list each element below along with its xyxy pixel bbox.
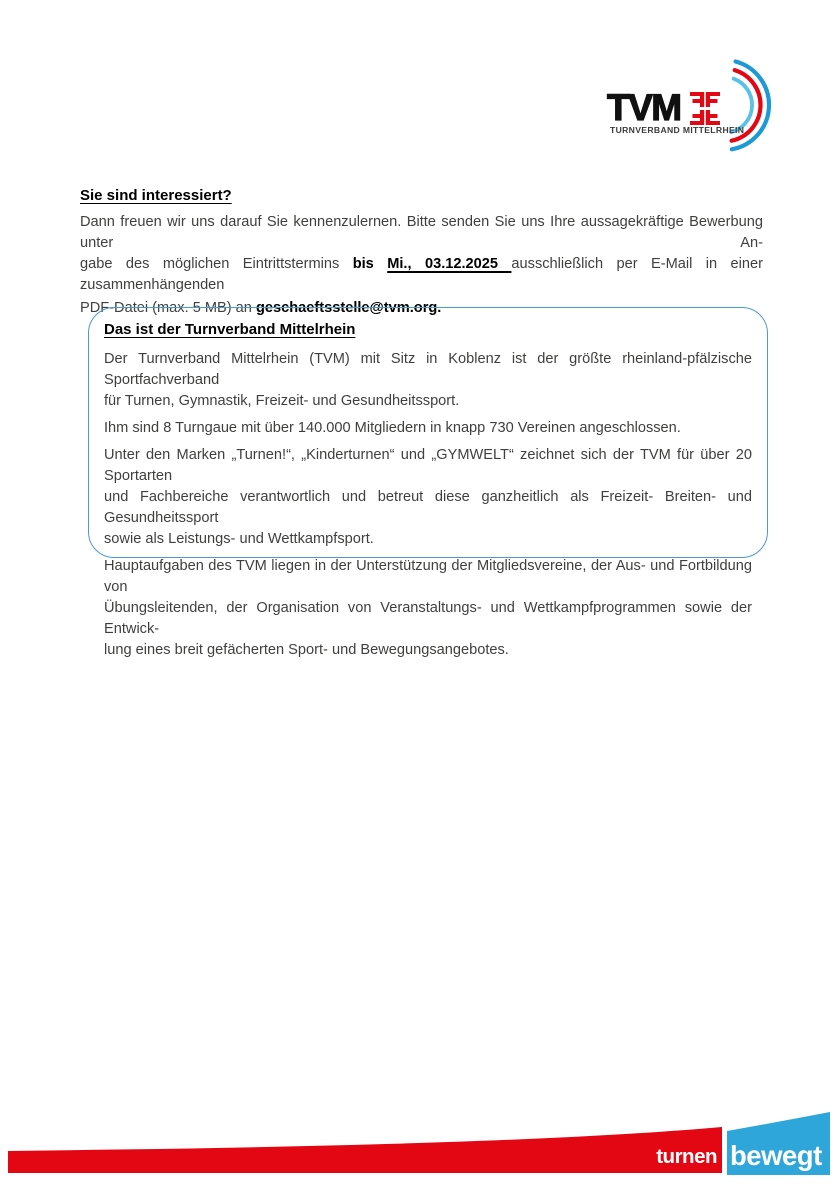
text-line: sowie als Leistungs- und Wettkampfsport. bbox=[104, 531, 374, 547]
text-line: Hauptaufgaben des TVM liegen in der Unterstützung der Mitgliedsvereine, der Aus- und Fortbildung von bbox=[104, 558, 752, 595]
text-segment: gabe des möglichen Eintrittstermins bbox=[80, 256, 353, 272]
text-segment: Dann freuen wir uns darauf Sie kennenzulernen. Bitte senden Sie uns Ihre aussagekräftige Bewerbung unter An- bbox=[80, 214, 763, 251]
intro-section bbox=[80, 187, 763, 319]
text-line bbox=[80, 254, 763, 296]
info-box bbox=[88, 307, 768, 658]
paragraph bbox=[104, 556, 752, 661]
emphasized-text: Mi., 03.12.2025 bbox=[387, 256, 512, 272]
intro-paragraph bbox=[80, 212, 763, 319]
footer-red-swoosh bbox=[8, 1127, 722, 1173]
info-box-body bbox=[104, 349, 752, 661]
text-segment: PDF-Datei (max. 5 MB) an bbox=[80, 300, 256, 316]
text-line: und Fachbereiche verantwortlich und betreut diese ganzheitlich als Freizeit- Breiten- und Gesundheitssport bbox=[104, 489, 752, 526]
text-line bbox=[80, 212, 763, 254]
logo-subtitle: TURNVERBAND MITTELRHEIN bbox=[610, 125, 745, 135]
text-line: Unter den Marken „Turnen!“, „Kinderturnen“ und „GYMWELT“ zeichnet sich der TVM für über 20 Sportarten bbox=[104, 447, 752, 484]
paragraph bbox=[104, 445, 752, 550]
text-line: lung eines breit gefächerten Sport- und Bewegungsangebotes. bbox=[104, 642, 509, 658]
intro-heading: Sie sind interessiert? bbox=[80, 187, 232, 204]
info-box-heading: Das ist der Turnverband Mittelrhein bbox=[104, 321, 356, 338]
footer-banner bbox=[0, 1100, 840, 1188]
text-segment: ausschließlich per E-Mail in einer zusammenhängenden bbox=[80, 256, 764, 293]
logo-arcs-icon bbox=[722, 58, 778, 152]
text-line: Übungsleitenden, der Organisation von Veranstaltungs- und Wettkampfprogrammen sowie der Entwick- bbox=[104, 600, 752, 637]
footer-word-bewegt: bewegt bbox=[730, 1140, 822, 1171]
tvm-wordmark: TVM bbox=[607, 87, 681, 128]
emphasized-text: bis bbox=[352, 256, 388, 272]
turnerkreuz-icon bbox=[690, 92, 720, 125]
footer-word-turnen: turnen bbox=[656, 1145, 717, 1168]
paragraph bbox=[104, 418, 752, 439]
text-line: Der Turnverband Mittelrhein (TVM) mit Sitz in Koblenz ist der größte rheinland-pfälzische Sportfachverband bbox=[104, 351, 752, 388]
emphasized-text: geschaeftsstelle@tvm.org. bbox=[255, 300, 442, 316]
text-line: für Turnen, Gymnastik, Freizeit- und Gesundheitssport. bbox=[104, 393, 460, 409]
tvm-logo bbox=[604, 56, 784, 156]
text-line: Ihm sind 8 Turngaue mit über 140.000 Mitgliedern in knapp 730 Vereinen angeschlossen. bbox=[104, 420, 681, 436]
paragraph bbox=[104, 349, 752, 412]
